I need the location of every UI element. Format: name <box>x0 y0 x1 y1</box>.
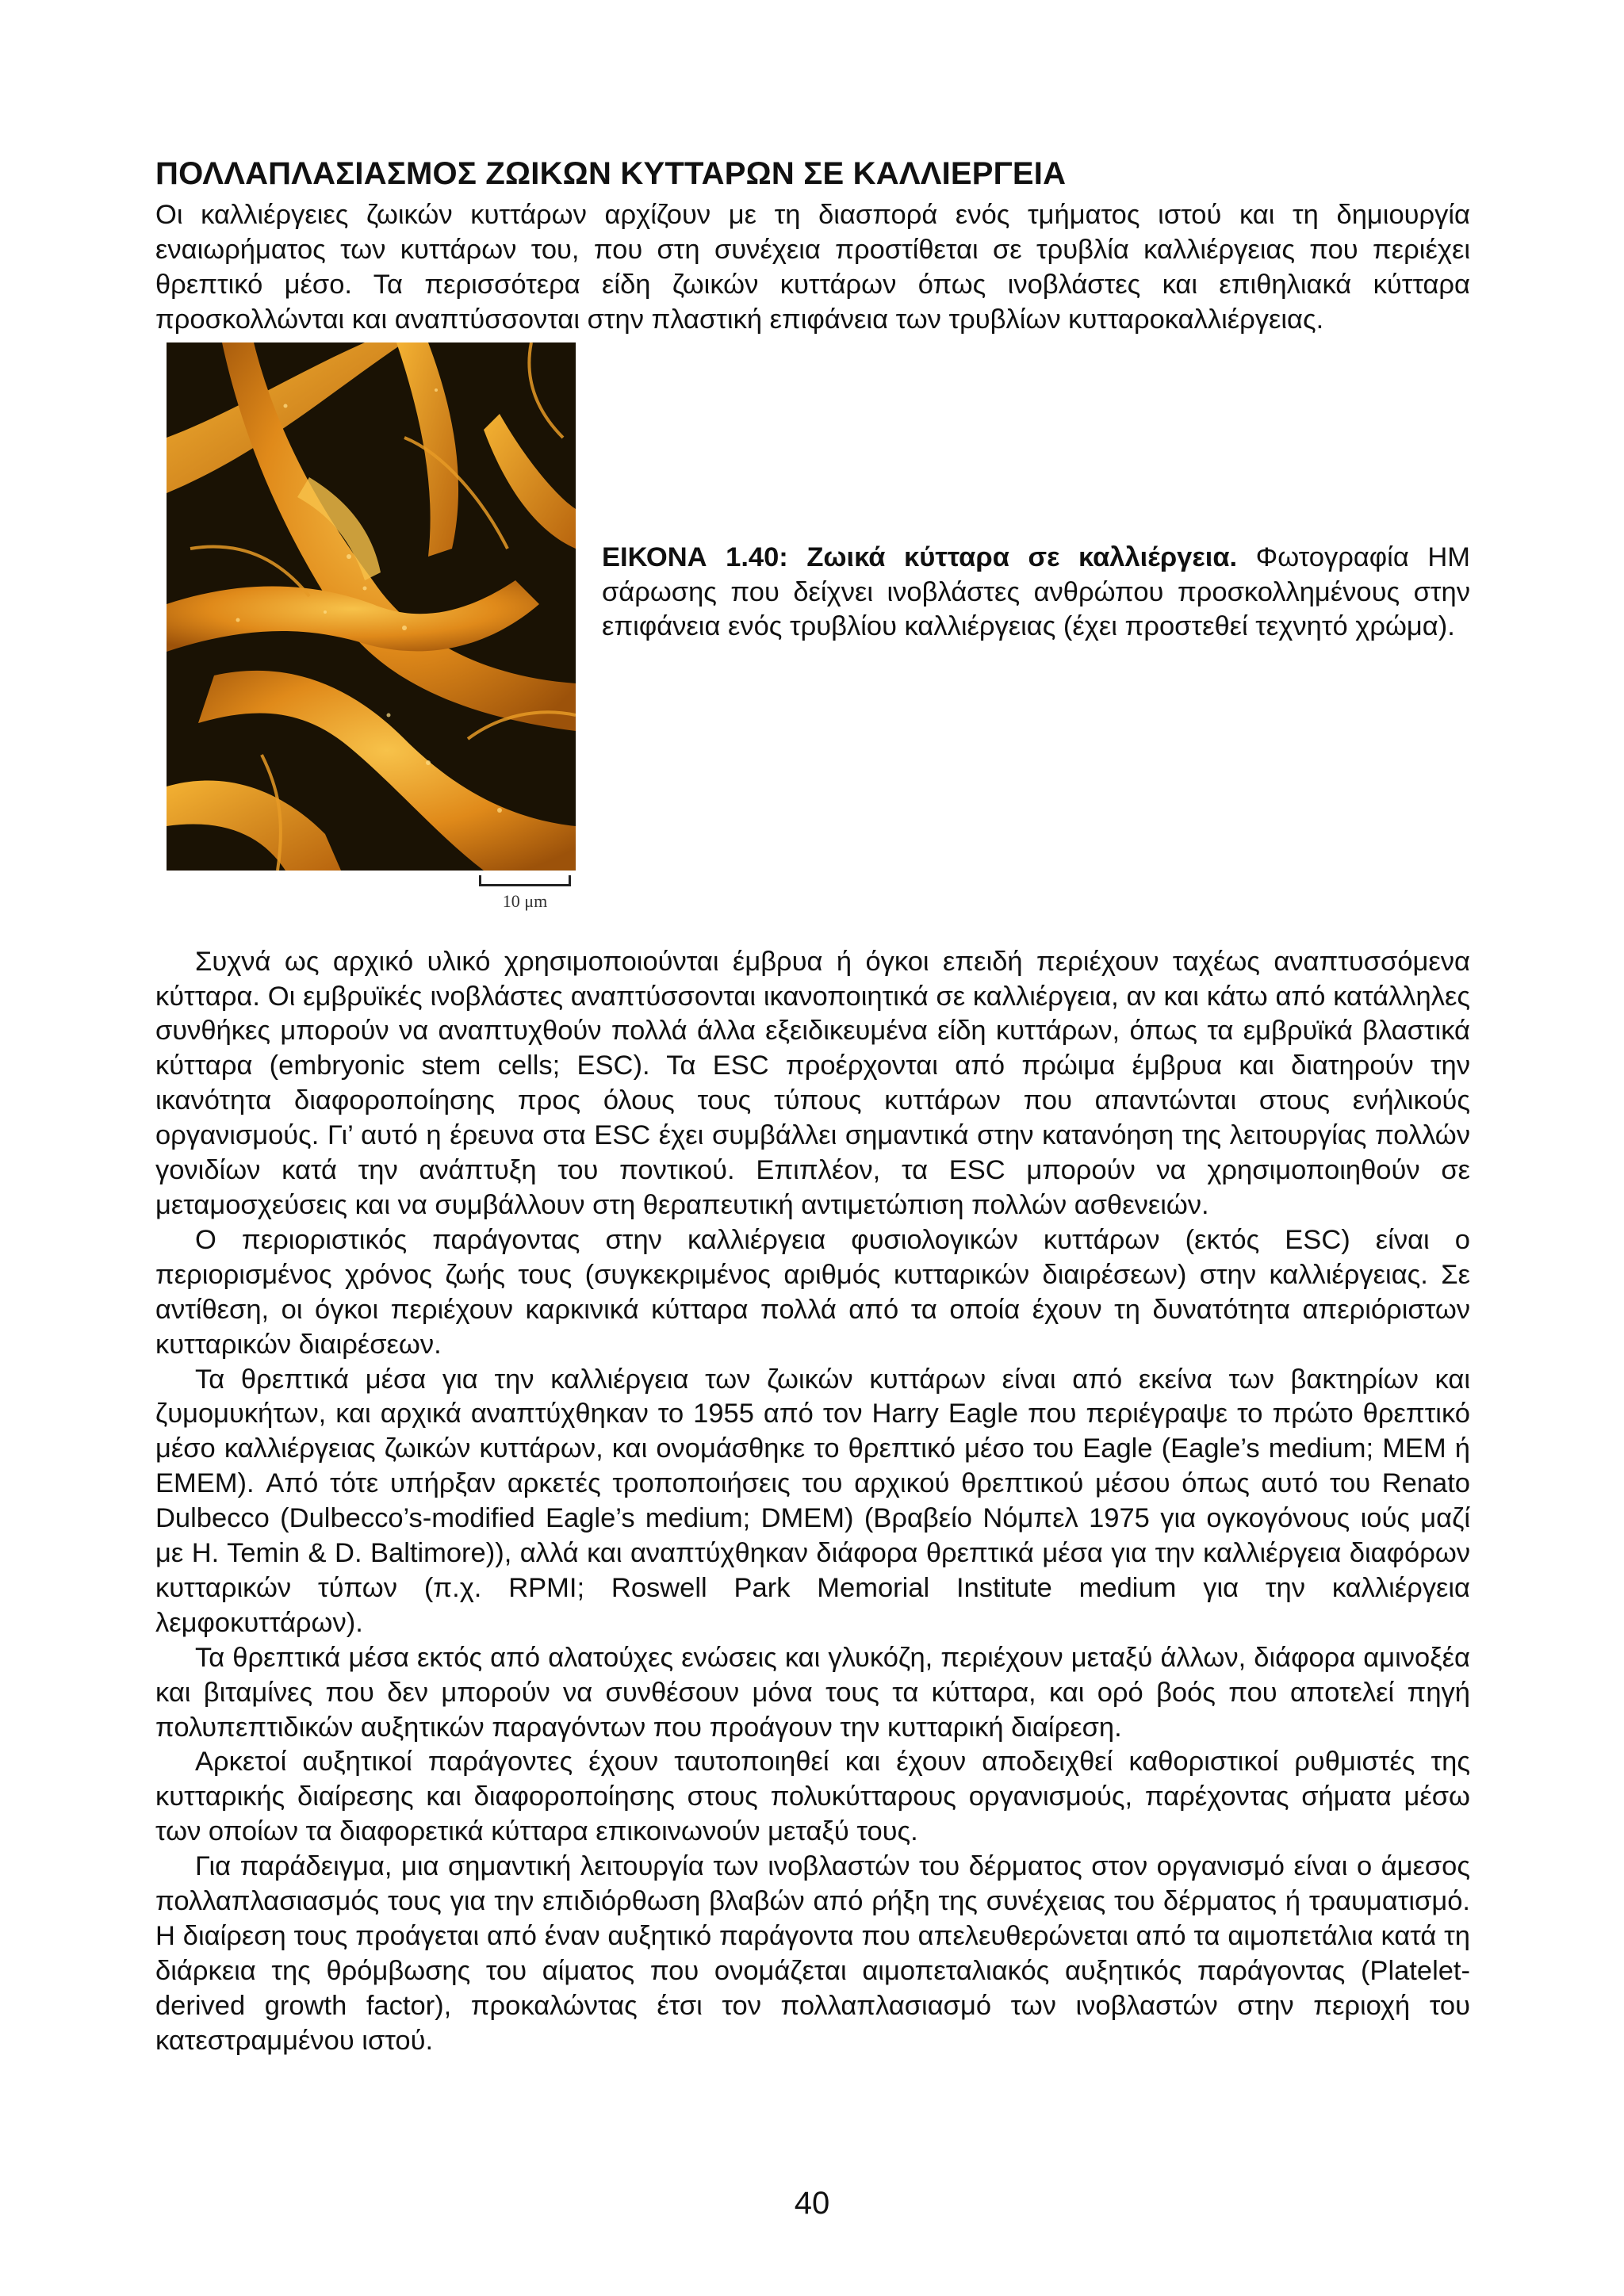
body-paragraph: Αρκετοί αυξητικοί παράγοντες έχουν ταυτοποιηθεί και έχουν αποδειχθεί καθοριστικοί ρυθμιστές της κυτταρικής διαίρεσης και διαφοροποίησης στους πολυκύτταρους οργανισμούς, παρέχοντας σήματα μέσω των οποίων τα διαφορετικά κύτταρα επικοινωνούν μεταξύ τους. <box>155 1747 1470 1847</box>
body-paragraph: Ο περιοριστικός παράγοντας στην καλλιέργεια φυσιολογικών κυττάρων (εκτός ESC) είναι ο περιορισμένος χρόνος ζωής τους (συγκεκριμένος αριθμός κυτταρικών διαιρέσεων) στην καλλιέργειας. Σε αντίθεση, οι όγκοι περιέχουν καρκινικά κύτταρα πολλά από τα οποία έχουν τη δυνατότητα απεριόριστων κυτταρικών διαιρέσεων. <box>155 1224 1470 1360</box>
scale-bar <box>479 875 574 931</box>
body-paragraph: Συχνά ως αρχικό υλικό χρησιμοποιούνται έμβρυα ή όγκοι επειδή περιέχουν ταχέως αναπτυσσόμενα κύτταρα. Οι εμβρυϊκές ινοβλάστες αναπτύσσονται ικανοποιητικά σε καλλιέργεια, αν και κάτω από κατάλληλες συνθήκες μπορούν να αναπτυχθούν πολλά άλλα εξειδικευμένα είδη κυττάρων, όπως τα εμβρυϊκά βλαστικά κύτταρα (embryonic stem cells; ESC). Τα ESC προέρχονται από πρώιμα έμβρυα και διατηρούν την ικανότητα διαφοροποίησης προς όλους τους τύπους κυττάρων που απαντώνται στους ενήλικούς οργανισμούς. Γι’ αυτό η έρευνα στα ESC έχει συμβάλλει σημαντικά στην κατανόηση της λειτουργίας πολλών γονιδίων κατά την ανάπτυξη του ποντικού. Επιπλέον, τα ESC μπορούν να χρησιμοποιηθούν σε μεταμοσχεύσεις και να συμβάλλουν στη θεραπευτική αντιμετώπιση πολλών ασθενειών. <box>155 946 1470 1220</box>
body-paragraph: Τα θρεπτικά μέσα εκτός από αλατούχες ενώσεις και γλυκόζη, περιέχουν μεταξύ άλλων, διάφορα αμινοξέα και βιταμίνες που δεν μπορούν να συνθέσουν μόνα τους τα κύτταρα, και ορό βοός που αποτελεί πηγή πολυπεπτιδικών αυξητικών παραγόντων που προάγουν την κυτταρική διαίρεση. <box>155 1642 1470 1743</box>
figure-caption <box>602 541 1470 645</box>
body-paragraph: Τα θρεπτικά μέσα για την καλλιέργεια των ζωικών κυττάρων είναι από εκείνα των βακτηρίων και ζυμομυκήτων, και αρχικά αναπτύχθηκαν το 1955 από τον Harry Eagle που περιέγραψε το πρώτο θρεπτικό μέσο καλλιέργειας ζωικών κυττάρων, και ονομάσθηκε το θρεπτικό μέσο του Eagle (Eagle’s medium; MEM ή EMEM). Από τότε υπήρξαν αρκετές τροποποιήσεις του αρχικού θρεπτικού μέσου όπως αυτό του Renato Dulbecco (Dulbecco’s-modified Eagle’s medium; DMEM) (Βραβείο Νόμπελ 1975 για ογκογόνους ιούς μαζί με H. Temin & D. Baltimore)), αλλά και αναπτύχθηκαν διάφορα θρεπτικά μέσα για την καλλιέργεια διαφόρων κυτταρικών τύπων (π.χ. RPMI; Roswell Park Memorial Institute medium για την καλλιέργεια λεμφοκυττάρων). <box>155 1364 1470 1638</box>
scale-bar-label: 10 μm <box>502 890 548 911</box>
body-paragraph: Για παράδειγμα, μια σημαντική λειτουργία των ινοβλαστών του δέρματος στον οργανισμό είναι ο άμεσος πολλαπλασιασμός τους για την επιδιόρθωση βλαβών από ρήξη της συνέχειας του δέρματος ή τραυματισμό. Η διαίρεση τους προάγεται από έναν αυξητικό παράγοντα που απελευθερώνεται από τα αιμοπετάλια κατά τη διάρκεια της θρόμβωσης του αίματος που ονομάζεται αιμοπεταλιακός αυξητικός παράγοντας (Platelet-derived growth factor), προκαλώντας έτσι τον πολλαπλασιασμό των ινοβλαστών στην περιοχή του κατεστραμμένου ιστού. <box>155 1851 1470 2056</box>
figure-caption-heading: ΕΙΚΟΝΑ 1.40: Ζωικά κύτταρα σε καλλιέργεια. <box>602 541 1238 572</box>
sem-micrograph-fibroblasts <box>167 342 576 871</box>
scale-bar-line <box>479 875 571 886</box>
fibroblasts-illustration <box>167 342 576 871</box>
page-number: 40 <box>794 2186 830 2221</box>
page-content <box>155 155 1470 2059</box>
figure-caption-text: Φωτογραφία ΗΜ σάρωσης που δείχνει ινοβλάστες ανθρώπου προσκολλημένους στην επιφάνεια ενός τρυβλίου καλλιέργειας (έχει προστεθεί τεχνητό χρώμα). <box>602 541 1470 642</box>
section-title: ΠΟΛΛΑΠΛΑΣΙΑΣΜΟΣ ΖΩΙΚΩΝ ΚΥΤΤΑΡΩΝ ΣΕ ΚΑΛΛΙΕΡΓΕΙΑ <box>155 156 1067 191</box>
figure-1-40 <box>155 342 1470 945</box>
intro-paragraph: Οι καλλιέργειες ζωικών κυττάρων αρχίζουν με τη διασπορά ενός τμήματος ιστού και τη δημιουργία εναιωρήματος των κυττάρων του, που στη συνέχεια προστίθεται σε τρυβλία καλλιέργειας που περιέχει θρεπτικό μέσο. Τα περισσότερα είδη ζωικών κυττάρων όπως ινοβλάστες και επιθηλιακά κύτταρα προσκολλώνται και αναπτύσσονται στην πλαστική επιφάνεια των τρυβλίων κυτταροκαλλιέργειας. <box>155 200 1470 335</box>
